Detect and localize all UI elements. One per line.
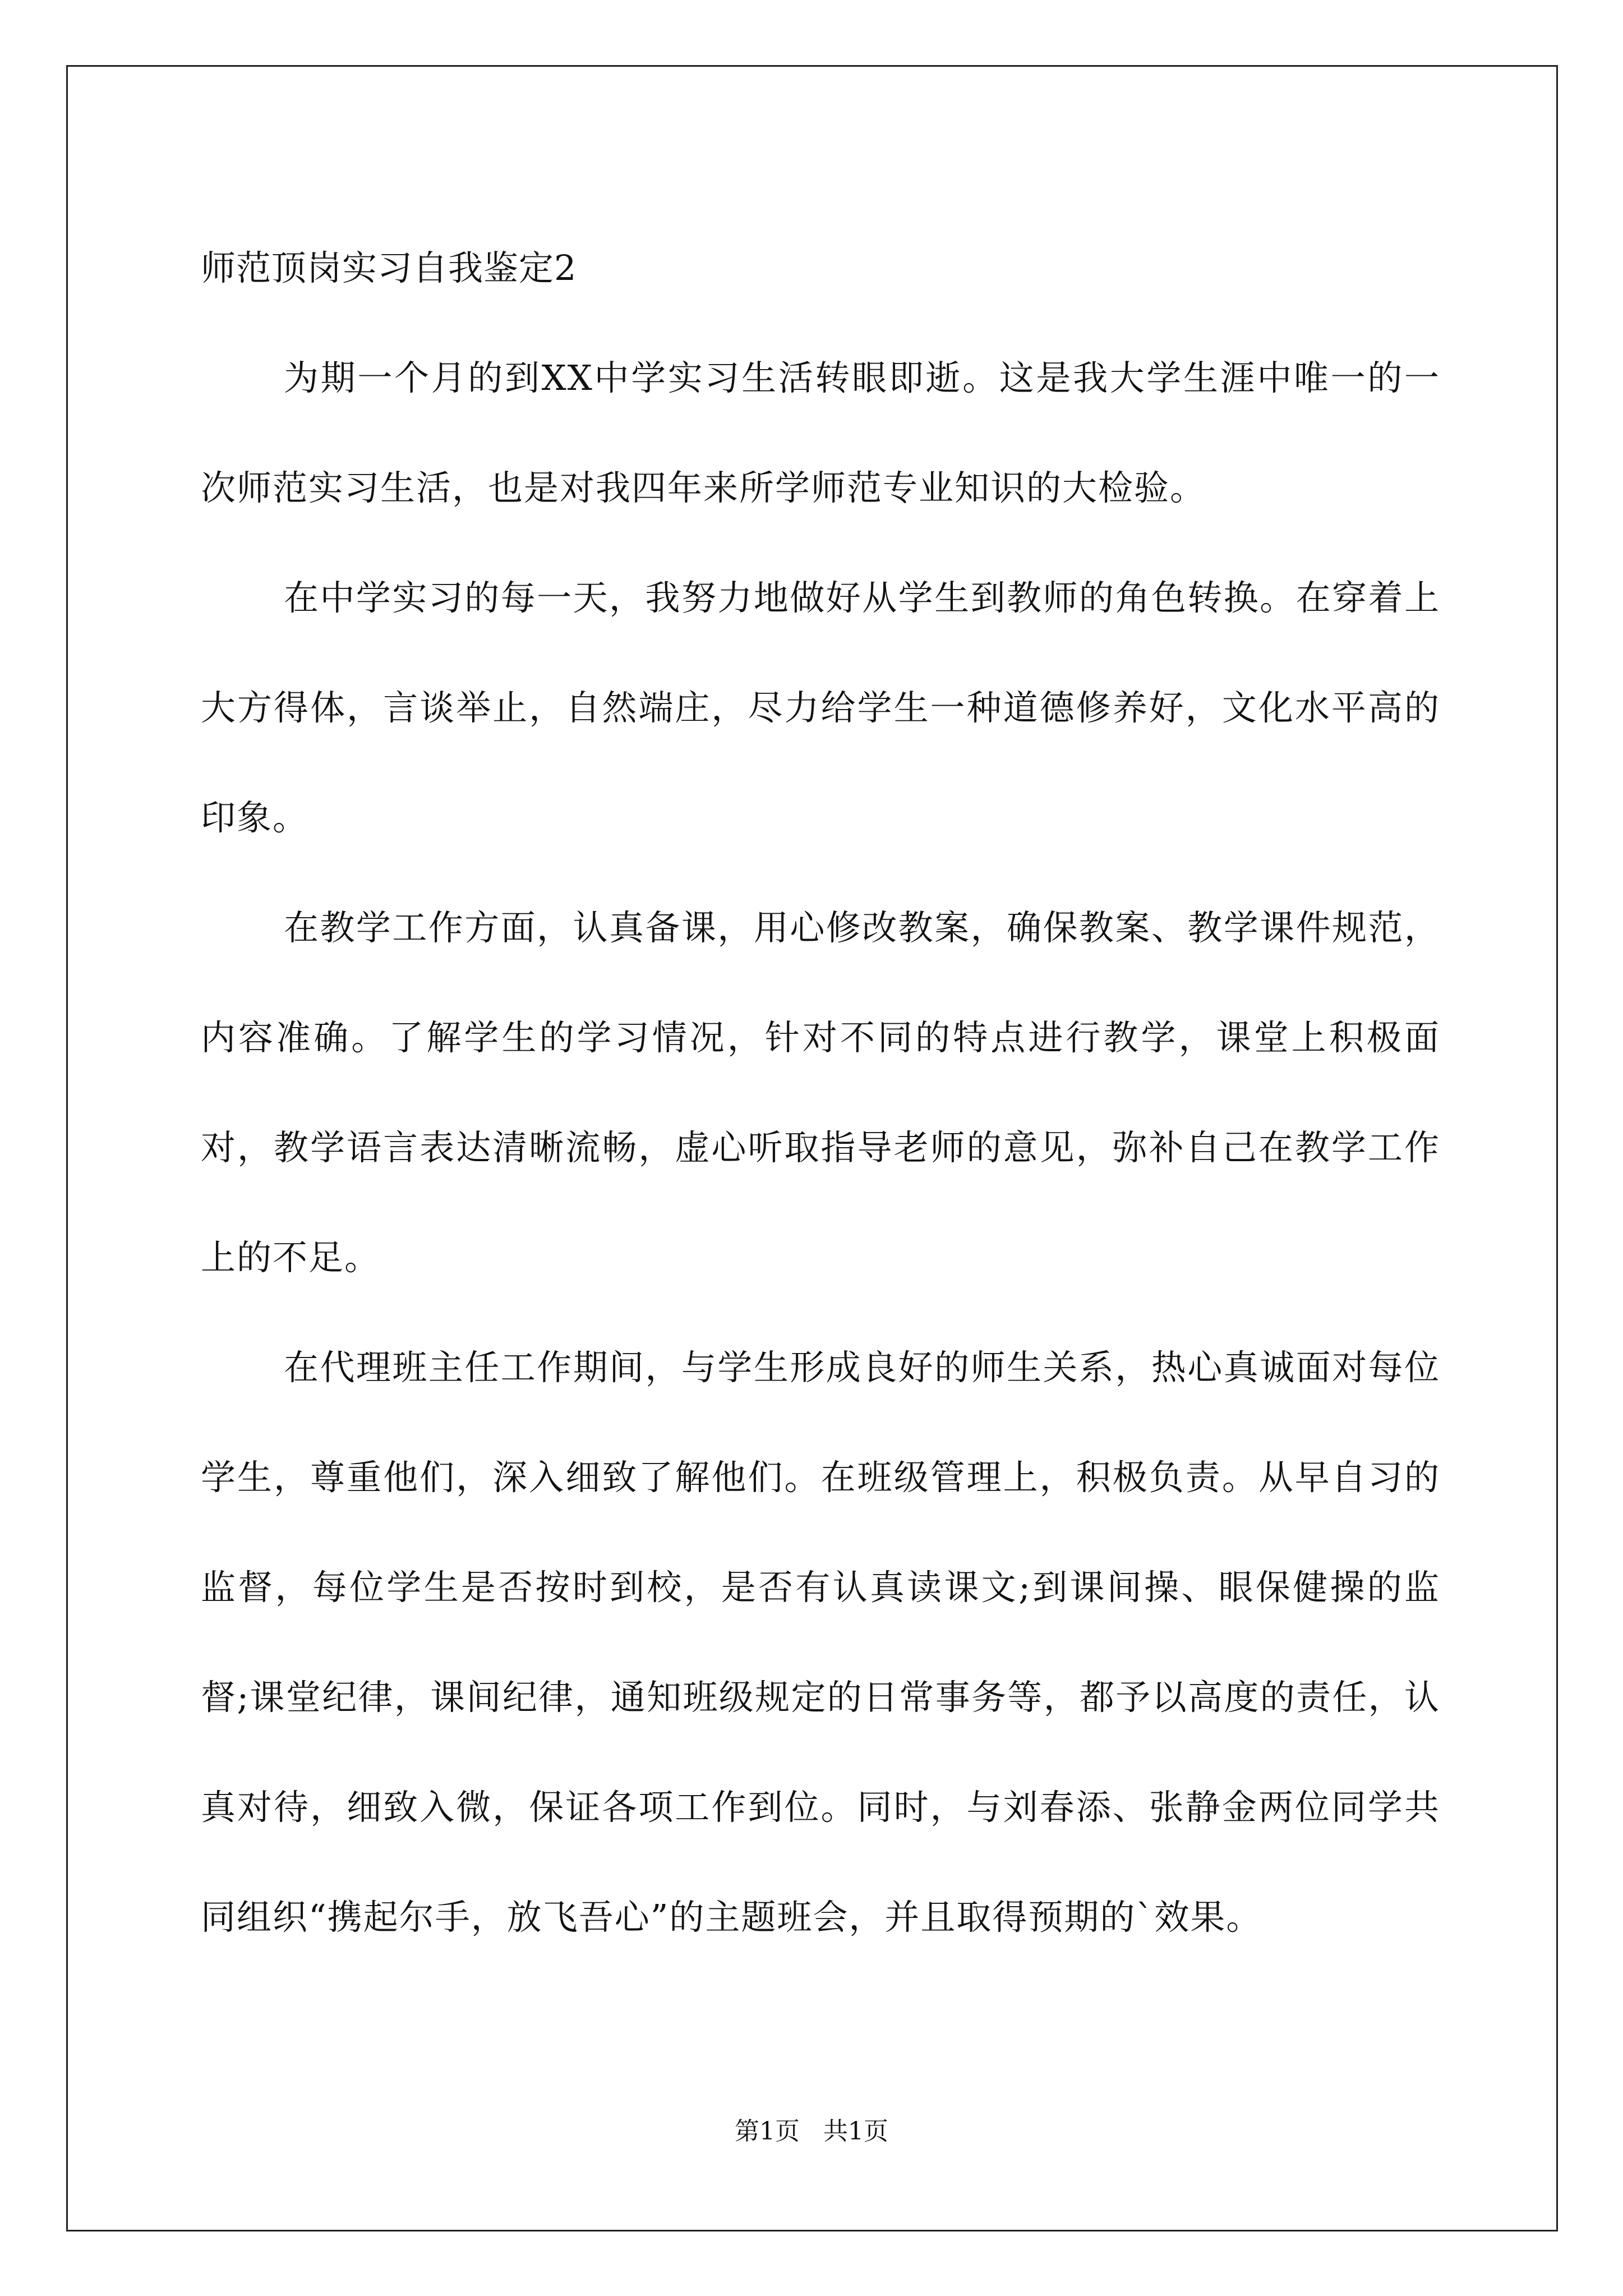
paragraph-3: 在教学工作方面，认真备课，用心修改教案，确保教案、教学课件规范，内容准确。了解学生的学习情况，针对不同的特点进行教学，课堂上积极面对，教学语言表达清晰流畅，虚心听取指导老师的意见，弥补自己在教学工作上的不足。 <box>201 907 1440 1278</box>
document-body <box>201 213 1440 1972</box>
page-total: 共1页 <box>823 2117 888 2146</box>
page-number: 第1页 <box>735 2117 800 2146</box>
paragraph-4: 在代理班主任工作期间，与学生形成良好的师生关系，热心真诚面对每位学生，尊重他们，深入细致了解他们。在班级管理上，积极负责。从早自习的监督，每位学生是否按时到校，是否有认真读课文;到课间操、眼保健操的监督;课堂纪律，课间纪律，通知班级规定的日常事务等，都予以高度的责任，认真对待，细致入微，保证各项工作到位。同时，与刘春添、张静金两位同学共同组织“携起尔手，放飞吾心”的主题班会，并且取得预期的`效果。 <box>201 1347 1440 1938</box>
paragraph-2: 在中学实习的每一天，我努力地做好从学生到教师的角色转换。在穿着上大方得体，言谈举止，自然端庄，尽力给学生一种道德修养好，文化水平高的印象。 <box>201 577 1440 838</box>
page-footer <box>0 2115 1623 2148</box>
document-title: 师范顶岗实习自我鉴定2 <box>201 247 577 288</box>
paragraph-1: 为期一个月的到XX中学实习生活转眼即逝。这是我大学生涯中唯一的一次师范实习生活，也是对我四年来所学师范专业知识的大检验。 <box>201 357 1440 508</box>
